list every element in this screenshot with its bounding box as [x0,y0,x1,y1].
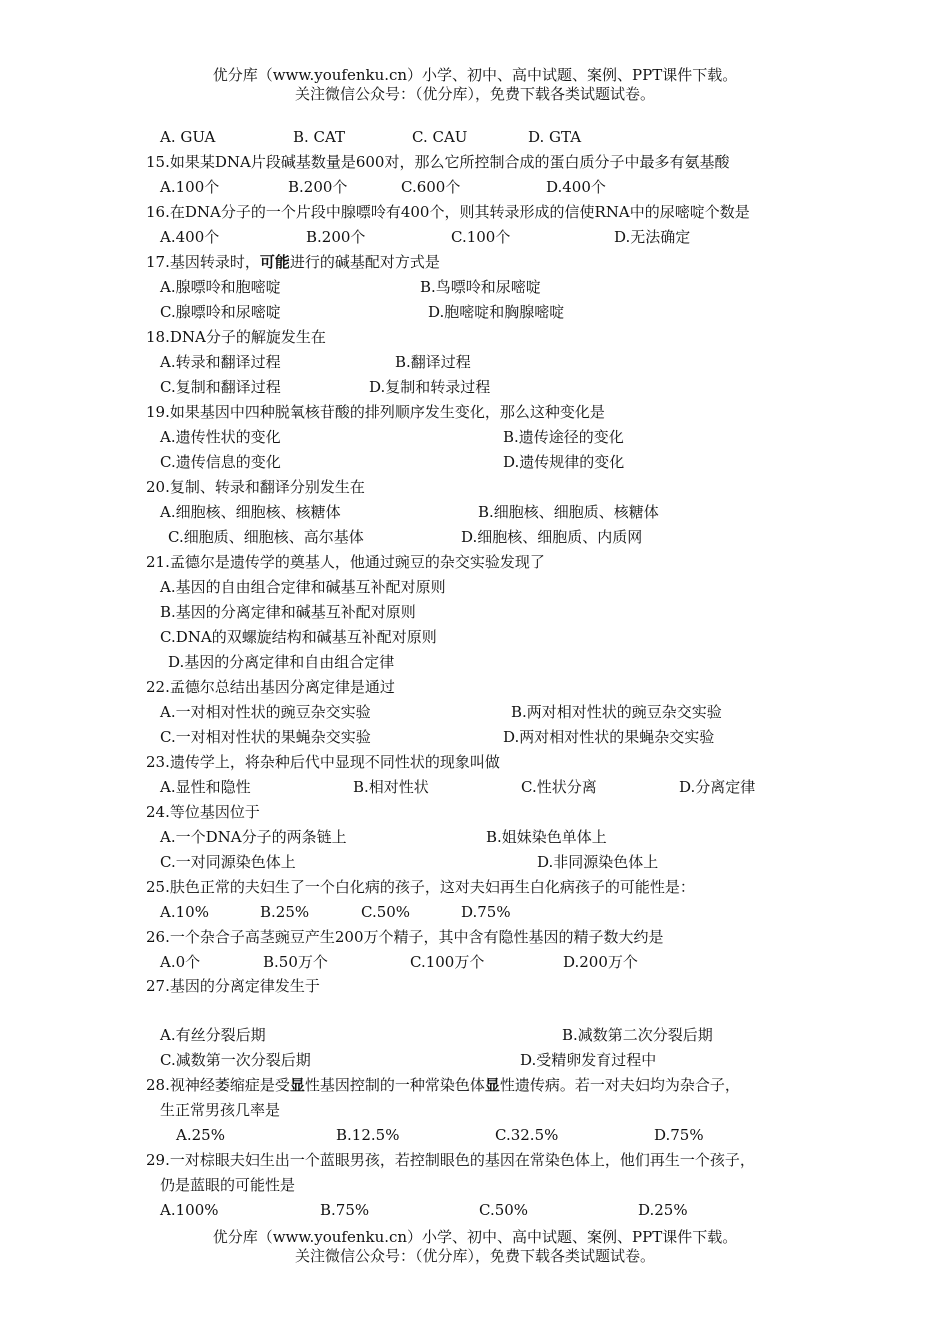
q25-text: 25.肤色正常的夫妇生了一个白化病的孩子，这对夫妇再生白化病孩子的可能性是： [146,878,695,896]
q29-options [0,1198,950,1223]
q22-option-b: B.两对相对性状的豌豆杂交实验 [511,703,722,721]
q27-stem [0,974,950,999]
q22-option-c: C.一对相对性状的果蝇杂交实验 [160,728,371,746]
q29-option-d: D.25% [638,1201,688,1219]
q21-option-c: C.DNA的双螺旋结构和碱基互补配对原则 [160,628,437,646]
q27-option-b: B.减数第二次分裂后期 [562,1026,713,1044]
q28-text-part-3: 性遗传病。若一对夫妇均为杂合子， [499,1076,740,1094]
q20-text: 20.复制、转录和翻译分别发生在 [146,478,365,496]
q19-option-b: B.遗传途径的变化 [503,428,624,446]
q24-option-b: B.姐妹染色单体上 [486,828,607,846]
q26-options [0,950,950,975]
q25-option-b: B.25% [260,903,310,921]
q17-option-a: A.腺嘌呤和胞嘧啶 [160,278,281,296]
q21-option-a: A.基因的自由组合定律和碱基互补配对原则 [160,578,446,596]
q29-stem-line-2 [0,1173,950,1198]
q23-option-c: C.性状分离 [521,778,597,796]
q15-stem [0,150,950,175]
q20-option-c: C.细胞质、细胞核、高尔基体 [168,528,364,546]
q22-text: 22.孟德尔总结出基因分离定律是通过 [146,678,395,696]
q23-text: 23.遗传学上，将杂种后代中显现不同性状的现象叫做 [146,753,500,771]
q28-option-b: B.12.5% [336,1126,400,1144]
q29-option-b: B.75% [320,1201,370,1219]
q17-option-d: D.胞嘧啶和胸腺嘧啶 [428,303,565,321]
page-footer [0,1228,950,1266]
q15-option-b: B.200个 [288,178,348,196]
q15-option-c: C.600个 [401,178,461,196]
q17-text-bold: 可能 [259,253,290,271]
q28-stem-line-2 [0,1098,950,1123]
q25-option-c: C.50% [361,903,411,921]
q18-option-d: D.复制和转录过程 [369,378,491,396]
q29-option-c: C.50% [479,1201,529,1219]
q27-options-2 [0,1048,950,1073]
q18-options-2 [0,375,950,400]
q20-stem [0,475,950,500]
q29-option-a: A.100% [160,1201,219,1219]
q28-options [0,1123,950,1148]
q28-text-part-2: 性基因控制的一种常染色体 [304,1076,485,1094]
header-line-2: 关注微信公众号：（优分库），免费下载各类试题试卷。 [294,85,655,103]
q14-option-c: C. CAU [412,128,468,146]
q24-stem [0,800,950,825]
q29-text: 29.一对棕眼夫妇生出一个蓝眼男孩，若控制眼色的基因在常染色体上，他们再生一个孩子， [146,1151,755,1169]
q26-stem [0,925,950,950]
q16-option-b: B.200个 [306,228,366,246]
q21-option-d: D.基因的分离定律和自由组合定律 [168,653,395,671]
q16-stem [0,200,950,225]
q23-option-b: B.相对性状 [353,778,429,796]
q19-options-2 [0,450,950,475]
q17-stem [0,250,950,275]
q16-option-d: D.无法确定 [614,228,691,246]
q23-option-a: A.显性和隐性 [160,778,251,796]
q26-option-d: D.200万个 [563,953,638,971]
q20-option-a: A.细胞核、细胞核、核糖体 [160,503,341,521]
q27-option-c: C.减数第一次分裂后期 [160,1051,311,1069]
q15-option-d: D.400个 [546,178,606,196]
q27-option-d: D.受精卵发育过程中 [520,1051,657,1069]
q29-text-line-2: 仍是蓝眼的可能性是 [160,1176,296,1194]
q28-option-a: A.25% [176,1126,225,1144]
q19-option-c: C.遗传信息的变化 [160,453,281,471]
q24-option-c: C.一对同源染色体上 [160,853,296,871]
q18-option-c: C.复制和翻译过程 [160,378,281,396]
q23-stem [0,750,950,775]
q16-options [0,225,950,250]
q17-text-post: 进行的碱基配对方式是 [289,253,440,271]
q28-text [146,1073,740,1098]
q25-option-d: D.75% [461,903,511,921]
q22-options-1 [0,700,950,725]
header-line-1: 优分库（www.youfenku.cn）小学、初中、高中试题、案例、PPT课件下载。 [212,66,738,84]
q18-option-a: A.转录和翻译过程 [160,353,281,371]
q18-text: 18.DNA分子的解旋发生在 [146,328,326,346]
q28-option-c: C.32.5% [495,1126,559,1144]
q19-options-1 [0,425,950,450]
q22-option-a: A.一对相对性状的豌豆杂交实验 [160,703,371,721]
footer-line-1: 优分库（www.youfenku.cn）小学、初中、高中试题、案例、PPT课件下载。 [212,1228,738,1246]
q21-option-c-row [0,625,950,650]
q28-text-bold-1: 显 [289,1076,305,1094]
q19-stem [0,400,950,425]
q28-text-part-1: 28.视神经萎缩症是受 [146,1076,290,1094]
q24-options-2 [0,850,950,875]
q21-option-d-row [0,650,950,675]
q16-option-c: C.100个 [451,228,511,246]
q21-option-b: B.基因的分离定律和碱基互补配对原则 [160,603,416,621]
q28-text-bold-2: 显 [484,1076,500,1094]
q25-option-a: A.10% [160,903,209,921]
q21-option-a-row [0,575,950,600]
q21-stem [0,550,950,575]
q28-stem [0,1073,950,1098]
q14-option-a: A. GUA [160,128,216,146]
q26-option-c: C.100万个 [410,953,485,971]
q24-text: 24.等位基因位于 [146,803,260,821]
q27-options-1 [0,1023,950,1048]
q14-options [0,125,950,150]
q15-option-a: A.100个 [160,178,220,196]
q18-stem [0,325,950,350]
q14-option-b: B. CAT [293,128,346,146]
q19-text: 19.如果基因中四种脱氧核苷酸的排列顺序发生变化，那么这种变化是 [146,403,605,421]
q28-option-d: D.75% [654,1126,704,1144]
q16-text: 16.在DNA分子的一个片段中腺嘌呤有400个，则其转录形成的信使RNA中的尿嘧啶个数是 [146,203,750,221]
q15-text: 15.如果某DNA片段碱基数量是600对，那么它所控制合成的蛋白质分子中最多有氨基酸 [146,153,730,171]
q20-options-1 [0,500,950,525]
q20-option-b: B.细胞核、细胞质、核糖体 [478,503,659,521]
q23-options [0,775,950,800]
q27-text: 27.基因的分离定律发生于 [146,977,320,995]
q22-options-2 [0,725,950,750]
q18-options-1 [0,350,950,375]
q15-options [0,175,950,200]
q19-option-a: A.遗传性状的变化 [160,428,281,446]
q24-options-1 [0,825,950,850]
q22-option-d: D.两对相对性状的果蝇杂交实验 [503,728,715,746]
q17-options-2 [0,300,950,325]
q17-text [146,250,440,275]
footer-line-2: 关注微信公众号：（优分库），免费下载各类试题试卷。 [294,1247,655,1265]
q17-text-pre: 17.基因转录时， [146,253,260,271]
q17-option-b: B.鸟嘌呤和尿嘧啶 [420,278,541,296]
q17-option-c: C.腺嘌呤和尿嘧啶 [160,303,281,321]
q26-option-a: A.0个 [160,953,201,971]
q22-stem [0,675,950,700]
q20-option-d: D.细胞核、细胞质、内质网 [461,528,643,546]
q20-options-2 [0,525,950,550]
q25-options [0,900,950,925]
q25-stem [0,875,950,900]
q18-option-b: B.翻译过程 [395,353,471,371]
q27-option-a: A.有丝分裂后期 [160,1026,266,1044]
q26-text: 26.一个杂合子高茎豌豆产生200万个精子，其中含有隐性基因的精子数大约是 [146,928,664,946]
q21-text: 21.孟德尔是遗传学的奠基人，他通过豌豆的杂交实验发现了 [146,553,545,571]
q24-option-a: A.一个DNA分子的两条链上 [160,828,347,846]
q24-option-d: D.非同源染色体上 [537,853,659,871]
q28-text-line-2: 生正常男孩几率是 [160,1101,281,1119]
q29-stem [0,1148,950,1173]
q23-option-d: D.分离定律 [679,778,756,796]
q14-option-d: D. GTA [528,128,582,146]
q17-options-1 [0,275,950,300]
q16-option-a: A.400个 [160,228,220,246]
q21-option-b-row [0,600,950,625]
q26-option-b: B.50万个 [263,953,328,971]
q19-option-d: D.遗传规律的变化 [503,453,625,471]
